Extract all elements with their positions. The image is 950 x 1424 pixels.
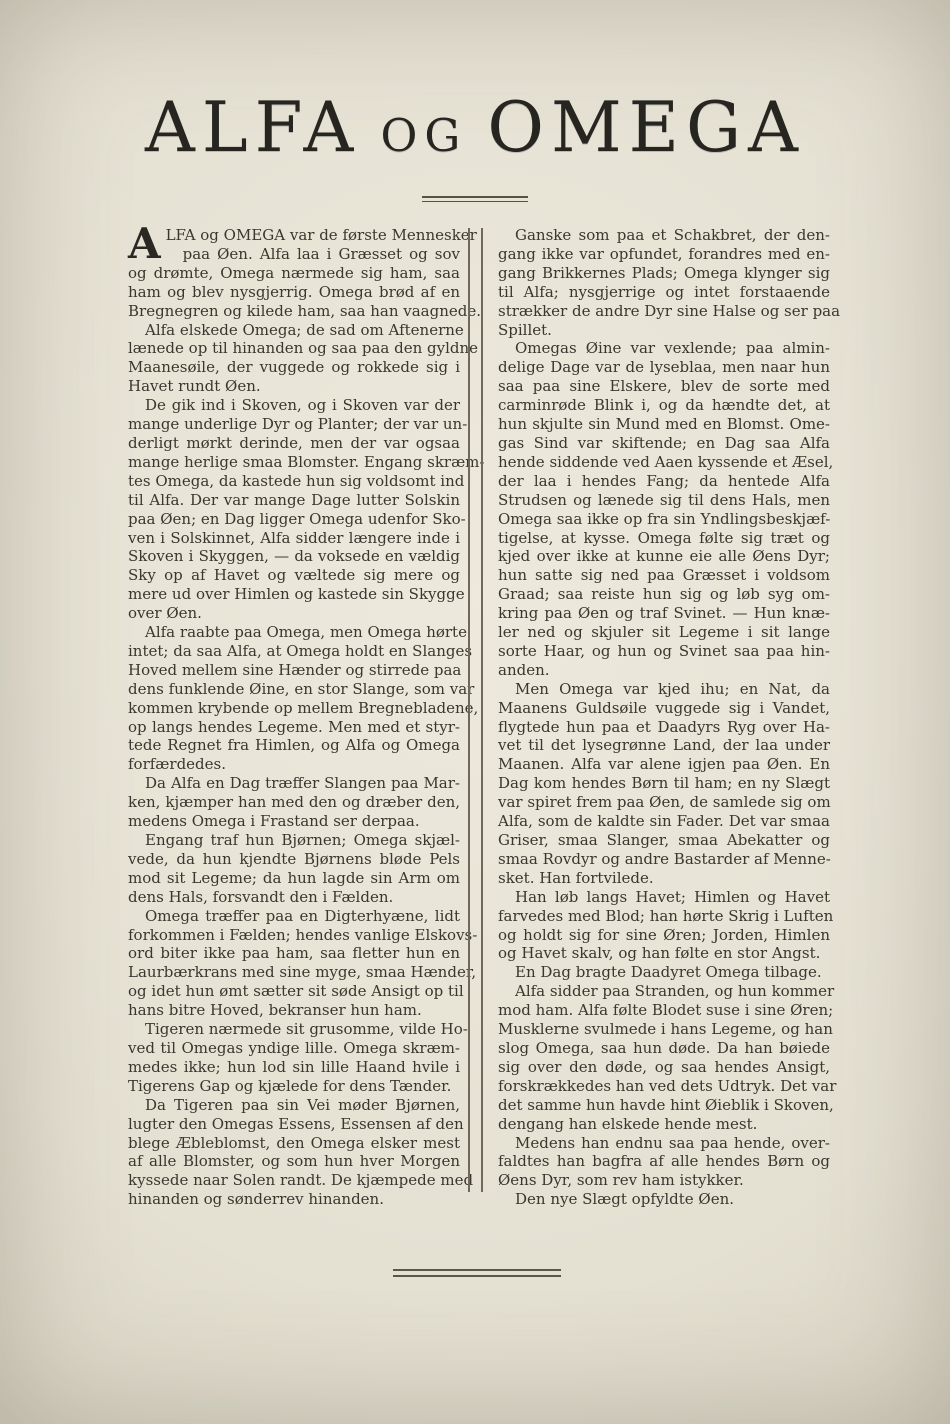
paragraph	[498, 1190, 830, 1209]
text-line: Maanesøile, der vuggede og rokkede sig i	[128, 358, 460, 377]
paragraph	[128, 1020, 468, 1096]
text-line: ven i Solskinnet, Alfa sidder længere inde i	[128, 528, 460, 547]
text-line: og idet hun ømt sætter sit søde Ansigt op til	[128, 982, 464, 1001]
text-line: dens funklende Øine, en stor Slange, som var	[128, 679, 475, 698]
text-line: mod sit Legeme; da hun lagde sin Arm om	[128, 868, 460, 887]
text-line: Sky op af Havet og væltede sig mere og	[128, 566, 460, 585]
text-line: Havet rundt Øen.	[128, 377, 261, 396]
paragraph	[498, 226, 841, 339]
title-divider-line-bottom	[422, 201, 528, 202]
paragraph	[498, 339, 834, 679]
text-line: medes ikke; hun lod sin lille Haand hvile i	[128, 1057, 460, 1076]
text-column-right	[498, 226, 841, 1209]
text-line: kommen krybende op mellem Bregnebladene,	[128, 698, 479, 717]
text-line: Omega træffer paa en Digterhyæne, lidt	[145, 906, 460, 925]
text-line: Alfa raabte paa Omega, men Omega hørte	[145, 623, 467, 642]
text-line: Ganske som paa et Schakbret, der den-	[515, 226, 830, 244]
text-line: mod ham. Alfa følte Blodet suse i sine Øren;	[498, 1001, 834, 1020]
text-line: lugter den Omegas Essens, Essensen af den	[128, 1114, 464, 1133]
bottom-divider-rule	[393, 1269, 561, 1277]
paragraph	[128, 219, 481, 321]
text-line: hende siddende ved Aaen kyssende et Æsel,	[498, 452, 834, 471]
column-divider-rule	[468, 228, 483, 1192]
text-line: hun satte sig ned paa Græsset i voldsom	[498, 566, 830, 585]
text-line: til Alfa; nysgjerrige og intet forstaaende	[498, 282, 830, 301]
paragraph	[128, 906, 478, 1020]
text-line: Alfa elskede Omega; de sad om Aftenerne	[145, 320, 464, 339]
text-line: forskrækkedes han ved dets Udtryk. Det var	[498, 1076, 837, 1095]
text-line: Han løb langs Havet; Himlen og Havet	[515, 887, 830, 906]
text-line: Dag kom hendes Børn til ham; en ny Slægt	[498, 774, 830, 793]
text-line: tede Regnet fra Himlen, og Alfa og Omega	[128, 736, 460, 755]
text-line: saa paa sine Elskere, blev de sorte med	[498, 377, 830, 396]
bottom-divider-line-bottom	[393, 1275, 561, 1277]
text-line: Maanen. Alfa var alene igjen paa Øen. En	[498, 755, 830, 774]
text-line: Men Omega var kjed ihu; en Nat, da	[515, 679, 830, 698]
text-line: intet; da saa Alfa, at Omega holdt en Slanges	[128, 641, 473, 660]
text-line: til Alfa. Der var mange Dage lutter Solskin	[128, 490, 460, 509]
text-line: LFA og OMEGA var de første Mennesker	[165, 226, 477, 244]
text-line: hans bitre Hoved, bekranser hun ham.	[128, 1001, 422, 1020]
text-line: Strudsen og lænede sig til dens Hals, men	[498, 490, 830, 509]
text-line: Da Tigeren paa sin Vei møder Bjørnen,	[145, 1095, 460, 1114]
text-line: gas Sind var skiftende; en Dag saa Alfa	[498, 433, 830, 452]
text-line: sorte Haar, og hun og Svinet saa paa hin-	[498, 641, 830, 660]
drop-cap-letter: A	[128, 219, 161, 268]
text-line: mange underlige Dyr og Planter; der var un-	[128, 415, 468, 434]
text-line: ved til Omegas yndige lille. Omega skræm-	[128, 1038, 460, 1057]
text-line: sig over den døde, og saa hendes Ansigt,	[498, 1057, 830, 1076]
text-line: hinanden og sønderrev hinanden.	[128, 1190, 384, 1209]
text-line: anden.	[498, 660, 550, 679]
title-divider-line-top	[422, 196, 528, 198]
text-line: af alle Blomster, og som hun hver Morgen	[128, 1152, 460, 1171]
text-line: Graad; saa reiste hun sig og løb syg om-	[498, 585, 830, 604]
text-line: Bregnegren og kilede ham, saa han vaagnede.	[128, 301, 481, 320]
bottom-divider-line-top	[393, 1269, 561, 1271]
paragraph	[128, 831, 460, 907]
text-line: blege Æbleblomst, den Omega elsker mest	[128, 1133, 460, 1152]
text-line: Spillet.	[498, 320, 552, 339]
paragraph	[128, 1095, 474, 1209]
text-line: Omega saa ikke op fra sin Yndlingsbeskjæf-	[498, 509, 831, 528]
text-line: paa Øen. Alfa laa i Græsset og sov	[182, 244, 460, 263]
paragraph	[498, 1134, 830, 1191]
text-line: Øens Dyr, som rev ham istykker.	[498, 1171, 744, 1190]
text-line: vede, da hun kjendte Bjørnens bløde Pels	[128, 849, 460, 868]
text-line: kring paa Øen og traf Svinet. — Hun knæ-	[498, 604, 830, 623]
text-line: faldtes han bagfra af alle hendes Børn og	[498, 1152, 830, 1171]
text-line: sket. Han fortvilede.	[498, 868, 654, 887]
text-line: og Havet skalv, og han følte en stor Angst.	[498, 944, 821, 963]
title-word-omega: OMEGA	[487, 88, 805, 168]
text-line: og drømte, Omega nærmede sig ham, saa	[128, 263, 460, 282]
text-line: Maanens Guldsøile vuggede sig i Vandet,	[498, 698, 830, 717]
paragraph	[498, 887, 834, 964]
title-word-alfa: ALFA	[145, 88, 361, 168]
text-line: vet til det lysegrønne Land, der laa under	[498, 736, 830, 755]
text-line: Musklerne svulmede i hans Legeme, og han	[498, 1020, 833, 1039]
paragraph	[128, 774, 460, 831]
text-line: kjed over ikke at kunne eie alle Øens Dyr;	[498, 547, 830, 566]
text-line: Laurbærkrans med sine myge, smaa Hænder,	[128, 963, 477, 982]
text-line: carminrøde Blink i, og da hændte det, at	[498, 396, 830, 415]
text-line: og holdt sig for sine Øren; Jorden, Himlen	[498, 925, 830, 944]
text-line: Griser, smaa Slanger, smaa Abekatter og	[498, 831, 830, 849]
text-line: Tigeren nærmede sit grusomme, vilde Ho-	[145, 1020, 468, 1039]
text-line: En Dag bragte Daadyret Omega tilbage.	[515, 963, 822, 982]
text-line: Da Alfa en Dag træffer Slangen paa Mar-	[145, 774, 460, 793]
text-line: De gik ind i Skoven, og i Skoven var der	[145, 396, 460, 415]
text-line: Alfa sidder paa Stranden, og hun kommer	[515, 982, 835, 1001]
text-line: mange herlige smaa Blomster. Engang skræm-	[128, 452, 485, 471]
page-title	[0, 0, 950, 182]
paragraph	[498, 680, 830, 888]
text-line: Omegas Øine var vexlende; paa almin-	[515, 339, 830, 358]
text-line: smaa Rovdyr og andre Bastarder af Menne-	[498, 849, 831, 868]
text-line: gang ikke var opfundet, forandres med en-	[498, 244, 830, 263]
text-line: Tigerens Gap og kjælede for dens Tænder.	[128, 1076, 452, 1095]
text-line: ord biter ikke paa ham, saa fletter hun en	[128, 944, 460, 963]
text-column-left	[128, 219, 485, 1209]
text-line: medens Omega i Frastand ser derpaa.	[128, 812, 420, 831]
text-line: flygtede hun paa et Daadyrs Ryg over Ha-	[498, 717, 830, 736]
text-line: Alfa, som de kaldte sin Fader. Det var smaa	[498, 812, 830, 831]
text-line: det samme hun havde hint Øieblik i Skoven,	[498, 1095, 834, 1114]
text-line: Skoven i Skyggen, — da voksede en vældig	[128, 547, 460, 566]
text-line: kyssede naar Solen randt. De kjæmpede med	[128, 1171, 474, 1190]
text-line: gang Brikkernes Plads; Omega klynger sig	[498, 263, 830, 282]
text-line: lænede op til hinanden og saa paa den gyldne	[128, 339, 479, 358]
text-line: ken, kjæmper han med den og dræber den,	[128, 793, 460, 812]
text-line: paa Øen; en Dag ligger Omega udenfor Sko-	[128, 509, 466, 528]
paragraph	[128, 623, 479, 774]
paragraph	[498, 963, 830, 982]
text-line: Hoved mellem sine Hænder og stirrede paa	[128, 660, 462, 679]
text-line: slog Omega, saa hun døde. Da han bøiede	[498, 1038, 830, 1057]
text-line: over Øen.	[128, 604, 202, 623]
text-line: op langs hendes Legeme. Men med et styr-	[128, 717, 460, 736]
text-line: ham og blev nysgjerrig. Omega brød af en	[128, 282, 460, 301]
text-line: dens Hals, forsvandt den i Fælden.	[128, 887, 394, 906]
text-line: derligt mørkt derinde, men der var ogsaa	[128, 433, 460, 452]
text-line: tigelse, at kysse. Omega følte sig træt og	[498, 528, 830, 547]
text-line: tes Omega, da kastede hun sig voldsomt ind	[128, 471, 465, 490]
text-line: forfærdedes.	[128, 755, 226, 774]
text-line: farvedes med Blod; han hørte Skrig i Luften	[498, 906, 834, 925]
text-line: Engang traf hun Bjørnen; Omega skjæl-	[145, 831, 460, 849]
text-line: mere ud over Himlen og kastede sin Skygge	[128, 585, 465, 604]
text-line: ler ned og skjuler sit Legeme i sit lange	[498, 623, 830, 642]
text-line: dengang han elskede hende mest.	[498, 1114, 758, 1133]
paragraph	[128, 396, 485, 623]
text-line: var spiret frem paa Øen, de samlede sig om	[498, 793, 831, 812]
title-connector-og: OG	[380, 109, 468, 162]
text-line: strækker de andre Dyr sine Halse og ser paa	[498, 301, 841, 320]
text-line: Medens han endnu saa paa hende, over-	[515, 1133, 830, 1152]
title-divider-rule	[422, 196, 528, 202]
text-columns	[128, 219, 950, 1209]
text-line: forkommen i Fælden; hendes vanlige Elskovs-	[128, 925, 478, 944]
text-line: der laa i hendes Fang; da hentede Alfa	[498, 471, 830, 490]
paragraph	[128, 320, 479, 397]
text-line: delige Dage var de lyseblaa, men naar hun	[498, 358, 830, 377]
text-line: hun skjulte sin Mund med en Blomst. Ome-	[498, 415, 830, 434]
paragraph	[498, 982, 837, 1133]
text-line: Den nye Slægt opfyldte Øen.	[515, 1190, 735, 1209]
